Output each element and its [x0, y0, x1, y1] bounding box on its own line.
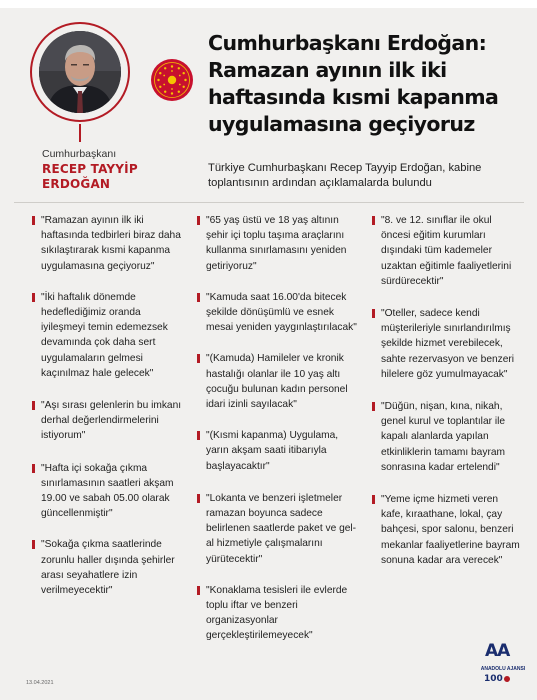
page-title: Cumhurbaşkanı Erdoğan: Ramazan ayının ilk iki haftasında kısmi kapanma uygulamasına geçiyoruz — [208, 31, 499, 136]
quote-bullet — [32, 464, 35, 473]
quote-bullet — [197, 586, 200, 595]
quote-text: "Ramazan ayının ilk iki haftasında tedbirleri biraz daha sıkılaştırarak kısmi kapanma uygulamasına geçiyoruz" — [41, 215, 181, 272]
publish-date: 13.04.2021 — [26, 680, 54, 686]
quote-text: "8. ve 12. sınıflar ile okul öncesi eğitim kurumları dışındaki tüm kademeler uzaktan eğitimle faaliyetlerini sürdürecektir" — [381, 215, 512, 287]
quote-bullet — [372, 402, 375, 411]
quote-text: "Aşı sırası gelenlerin bu imkanı derhal değerlendirmelerini istiyorum" — [41, 400, 182, 442]
person-role: Cumhurbaşkanı — [42, 148, 117, 160]
quote-text: "İki haftalık dönemde hedeflediğimiz oranda iyileşmeyi temin edemezsek devamında çok daha sert uygulamaların gelmesi kaçınılmaz hale gelecek" — [41, 291, 168, 379]
quote-bullet — [32, 293, 35, 302]
quote-text: "Kamuda saat 16.00'da bitecek şekilde dönüşümlü ve esnek mesai yeniden yaygınlaştırılacak" — [206, 291, 357, 334]
quote-text: "Yeme içme hizmeti veren kafe, kıraathane, lokal, çay bahçesi, spor salonu, benzeri mekanlar faaliyetlerine bayram sonuna kadar ara verecek" — [381, 494, 520, 566]
portrait-photo — [39, 31, 121, 113]
quote-bullet — [197, 494, 200, 503]
portrait-frame — [30, 22, 130, 122]
logo-text: AA — [485, 641, 510, 661]
connector-line — [79, 124, 81, 142]
quote-item — [32, 461, 184, 522]
quote-item — [197, 213, 357, 274]
quote-item — [197, 491, 357, 567]
quote-bullet — [197, 431, 200, 440]
quote-item — [197, 351, 357, 412]
quote-text: "(Kamuda) Hamileler ve kronik hastalığı olanlar ile 10 yaş altı çocuğu bulunan kadın personel idari izinli sayılacak" — [206, 353, 348, 411]
quote-text: "Sokağa çıkma saatlerinde zorunlu haller dışında şehirler arası seyahatlere izin verilmeyecektir" — [41, 539, 175, 597]
person-name: RECEP TAYYİP ERDOĞAN — [42, 162, 138, 191]
quote-item — [32, 213, 184, 274]
quote-bullet — [372, 216, 375, 225]
quote-item — [372, 213, 520, 289]
quote-bullet — [32, 216, 35, 225]
quote-bullet — [32, 540, 35, 549]
page-subtitle: Türkiye Cumhurbaşkanı Recep Tayyip Erdoğan, kabine toplantısının ardından açıklamalarda bulundu — [208, 162, 482, 189]
quote-item — [32, 290, 184, 381]
quote-text: "(Kısmi kapanma) Uygulama, yarın akşam saati itibarıyla başlayacaktır" — [206, 430, 339, 472]
quote-item — [372, 306, 520, 382]
logo-mark-icon — [504, 676, 510, 682]
logo-subtext: ANADOLU AJANSI — [480, 666, 526, 672]
quote-item — [32, 398, 184, 444]
quote-text: "Hafta içi sokağa çıkma sınırlamasının saatleri akşam 19.00 ve sabah 05.00 olarak güncellenmiştir" — [41, 462, 174, 520]
quote-item — [197, 583, 357, 644]
quote-text: "Lokanta ve benzeri işletmeler ramazan boyunca sadece belirlenen saatlerde paket ve gel-al hizmetiyle çalışmalarını yürütecektir" — [206, 492, 357, 565]
quote-item — [197, 290, 357, 336]
quote-bullet — [372, 309, 375, 318]
quote-text: "65 yaş üstü ve 18 yaş altının şehir içi toplu taşıma araçlarını kullanma sınırlamasını yeniden getiriyoruz" — [206, 215, 347, 272]
quote-bullet — [197, 216, 200, 225]
quote-bullet — [197, 293, 200, 302]
presidential-seal-icon — [150, 58, 194, 102]
quote-column-left — [32, 213, 184, 612]
quote-item — [372, 492, 520, 568]
quote-bullet — [372, 495, 375, 504]
quote-bullet — [32, 401, 35, 410]
agency-logo — [476, 641, 530, 695]
quote-text: "Düğün, nişan, kına, nikah, genel kurul ve toplantılar ile kapalı alanlarda yapılan etkinliklerin tamamı bayram sonrasına kadar ertelendi" — [381, 401, 506, 473]
quote-bullet — [197, 354, 200, 363]
quote-column-middle — [197, 213, 357, 658]
logo-year: 100 — [484, 674, 503, 684]
quote-item — [197, 428, 357, 474]
top-bar — [0, 0, 537, 8]
quote-item — [372, 399, 520, 475]
quote-text: "Oteller, sadece kendi müşterileriyle sınırlandırılmış şekilde hizmet verebilecek, sahte rezervasyon ve benzeri hilelere göz yumulmayacak" — [381, 308, 515, 380]
quote-item — [32, 537, 184, 598]
quote-column-right — [372, 213, 520, 582]
quote-text: "Konaklama tesisleri ile evlerde toplu iftar ve benzeri organizasyonlar gerçekleştirilemeyecek" — [206, 584, 348, 642]
section-divider — [14, 202, 524, 203]
